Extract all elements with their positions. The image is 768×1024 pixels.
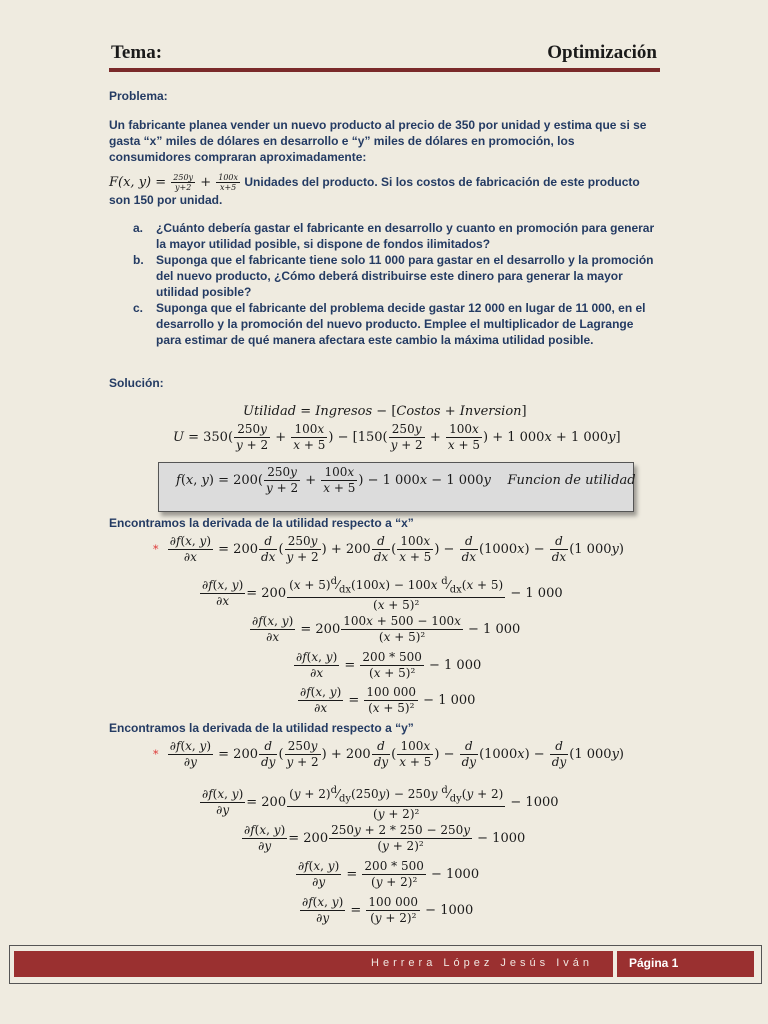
dx-step-1: * $\frac{\partial f(x, y)}{\partial x}$ = 200 $\frac{d}{dx}$ ( $\frac{250y}{y + 2}$ ) + 200 $\frac{d}{dx}$ ( $\frac{100x}{x + 5}$ ) − $\frac{d}{dx}$ (1000x) − $\frac{d}{dx}$ (1 000y) — [153, 534, 624, 564]
question-b: b. Suponga que el fabricante tiene solo 11 000 para gastar en el desarrollo y la promoción del nuevo producto, ¿Cómo deberá distribuirse este dinero para generar la mayor utilidad posible? — [133, 253, 654, 299]
dy-step-5: $\frac{\partial f(x, y)}{\partial y}$ = $\frac{100 000}{\text{(y + 2)²}}$ − 1000 — [302, 895, 474, 925]
utility-expansion: U = 350( $\frac{250y}{y + 2}$ + $\frac{100x}{x + 5}$ ) − [150( $\frac{250y}{y + 2}$ + $\frac{100x}{x + 5}$ ) + 1 000x + 1 000y] — [173, 422, 621, 452]
dx-step-5: $\frac{\partial f(x, y)}{\partial x}$ = $\frac{100 000}{\text{(x + 5)²}}$ − 1 000 — [300, 685, 476, 715]
topic-value: Optimización — [547, 42, 657, 63]
footer-author-bar — [14, 951, 613, 977]
questions-list — [109, 220, 659, 348]
question-a: a. ¿Cuánto debería gastar el fabricante en desarrollo y cuanto en promoción para generar la mayor utilidad posible, si dispone de fondos ilimitados? — [133, 221, 655, 251]
star-icon: * — [153, 748, 159, 761]
dx-step-2: $\frac{\partial f(x, y)}{\partial x}$ = 200 $\frac{(x + 5)^d⁄_{dx}(100x) - 100x ^d⁄_{dx}(x + 5)}{\text{(x + 5)²}}$ − 1 000 — [202, 576, 563, 613]
demand-formula: F(x, y) = $\frac{250y}{y+2}$ + $\frac{100x}{x+5}$ — [109, 173, 239, 192]
dx-step-3: $\frac{\partial f(x, y)}{\partial x}$ = 200 $\frac{100x + 500 - 100x}{\text{(x + 5)²}}$ − 1 000 — [252, 614, 521, 644]
after-formula-text: Unidades del producto. Si los costos de fabricación de este producto son 150 por unidad. — [109, 175, 640, 207]
footer-author: Herrera López Jesús Iván — [371, 957, 593, 969]
utility-definition: Utilidad = Ingresos − [Costos + Inversion] — [243, 404, 527, 419]
page-header — [109, 42, 659, 70]
footer-page-box — [617, 951, 754, 977]
utility-function: f(x, y) = 200( $\frac{250y}{y + 2}$ + $\frac{100x}{x + 5}$ ) − 1 000x − 1 000y Funcion de utilidad — [176, 465, 636, 495]
topic-label: Tema: — [111, 42, 163, 63]
problem-section — [109, 88, 659, 348]
deriv-y-heading: Encontramos la derivada de la utilidad respecto a “y” — [109, 721, 414, 735]
problem-heading: Problema: — [109, 89, 168, 103]
dy-step-4: $\frac{\partial f(x, y)}{\partial y}$ = $\frac{200 * 500}{\text{(y + 2)²}}$ − 1000 — [298, 859, 480, 889]
dy-step-2: $\frac{\partial f(x, y)}{\partial y}$ = 200 $\frac{(y + 2)^d⁄_{dy}(250y) - 250y ^d⁄_{dy}(y + 2)}{\text{(y + 2)²}}$ − 1000 — [202, 785, 559, 822]
problem-intro: Un fabricante planea vender un nuevo producto al precio de 350 por unidad y estima que si se gasta “x” miles de dólares en desarrollo e “y” miles de dólares en promoción, los consumidores compraran aproximadamente: — [109, 118, 647, 164]
dy-step-3: $\frac{\partial f(x, y)}{\partial y}$ = 200 $\frac{250y + 2 * 250 - 250y}{\text{(y + 2)²}}$ − 1000 — [244, 823, 526, 853]
page-number: Página 1 — [629, 956, 679, 970]
box-label: Funcion de utilidad — [507, 473, 636, 488]
star-icon: * — [153, 543, 159, 556]
solution-heading: Solución: — [109, 376, 164, 390]
dx-step-4: $\frac{\partial f(x, y)}{\partial x}$ = $\frac{200 * 500}{\text{(x + 5)²}}$ − 1 000 — [296, 650, 482, 680]
page-footer — [9, 945, 762, 984]
question-c: c. Suponga que el fabricante del problema decide gastar 12 000 en lugar de 11 000, en el desarrollo y la promoción del nuevo producto. Emplee el multiplicador de Lagrange para estimar de qué manera afectara este cambio la máxima utilidad posible. — [133, 301, 646, 347]
demand-formula-line — [109, 173, 659, 208]
header-rule — [109, 68, 660, 72]
deriv-x-heading: Encontramos la derivada de la utilidad respecto a “x” — [109, 516, 414, 530]
dy-step-1: * $\frac{\partial f(x, y)}{\partial y}$ = 200 $\frac{d}{dy}$ ( $\frac{250y}{y + 2}$ ) + 200 $\frac{d}{dy}$ ( $\frac{100x}{x + 5}$ ) − $\frac{d}{dy}$ (1000x) − $\frac{d}{dy}$ (1 000y) — [153, 739, 624, 769]
